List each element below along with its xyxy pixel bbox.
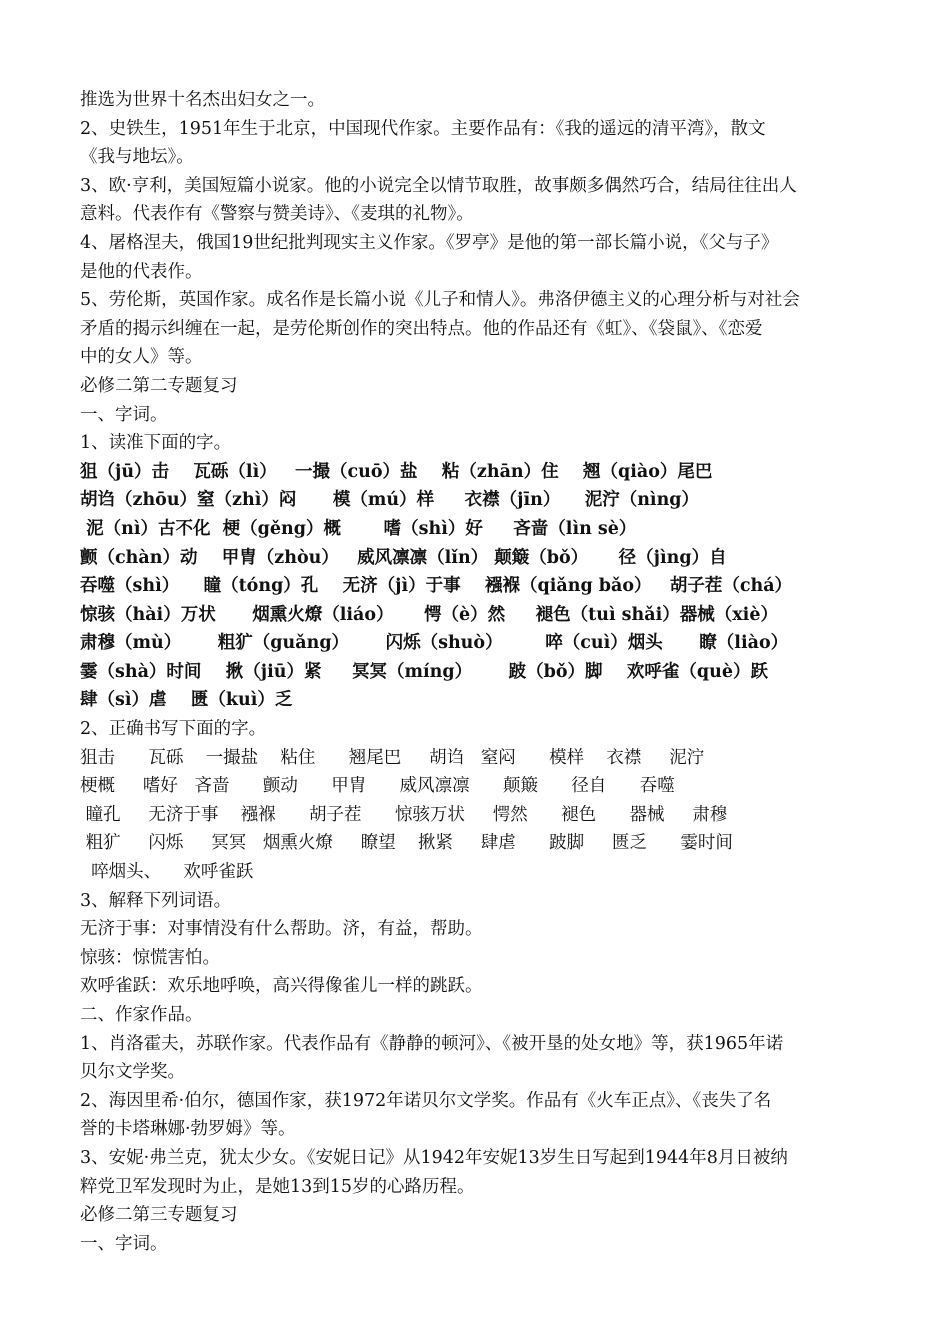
text-line: 矛盾的揭示纠缠在一起，是劳伦斯创作的突出特点。他的作品还有《虹》、《袋鼠》、《恋爱	[80, 318, 763, 339]
text-line: 欢呼雀跃：欢乐地呼唤，高兴得像雀儿一样的跳跃。	[80, 976, 483, 997]
text-line: 1、肖洛霍夫，苏联作家。代表作品有《静静的顿河》、《被开垦的处女地》等，获1965年诺	[80, 1033, 784, 1054]
text-line: 3、安妮·弗兰克，犹太少女。《安妮日记》从1942年安妮13岁生日写起到1944年8月日被纳	[80, 1147, 788, 1168]
text-line: 粹党卫军发现时为止，是她13到15岁的心路历程。	[80, 1176, 475, 1197]
text-line: 啐烟头、 欢呼雀跃	[80, 862, 254, 883]
text-line: 狙击 瓦砾 一撮盐 粘住 翘尾巴 胡诌 窒闷 模样 衣襟 泥泞	[80, 747, 705, 768]
text-line: 2、正确书写下面的字。	[80, 719, 267, 740]
text-line: 泥（nì）古不化 梗（gěng）概 嗜（shì）好 吝啬（lìn sè）	[80, 518, 637, 539]
text-line: 惊骇：惊慌害怕。	[80, 947, 220, 968]
text-line: 5、劳伦斯，英国作家。成名作是长篇小说《儿子和情人》。弗洛伊德主义的心理分析与对社会	[80, 290, 800, 311]
text-line: 意料。代表作有《警察与赞美诗》、《麦琪的礼物》。	[80, 204, 474, 225]
document-page	[80, 86, 880, 1258]
text-line: 2、海因里希·伯尔，德国作家，获1972年诺贝尔文学奖。作品有《火车正点》、《丧失了名	[80, 1090, 772, 1111]
text-line: 吞噬（shì） 瞳（tóng）孔 无济（jì）于事 襁褓（qiǎng bǎo） 胡子茬（chá）	[80, 576, 793, 597]
text-line: 3、欧·亨利，美国短篇小说家。他的小说完全以情节取胜，故事颇多偶然巧合，结局往往出人	[80, 175, 797, 196]
text-line: 一、字词。	[80, 404, 168, 425]
text-line: 誉的卡塔琳娜·勃罗姆》等。	[80, 1119, 296, 1140]
text-line: 肆（sì）虐 匮（kuì）乏	[80, 690, 293, 711]
text-line: 颤（chàn）动 甲胄（zhòu） 威风凛凛（lǐn） 颠簸（bǒ） 径（jìng）自	[80, 547, 727, 568]
text-line: 必修二第三专题复习	[80, 1205, 238, 1226]
text-line: 贝尔文学奖。	[80, 1062, 185, 1083]
text-line: 惊骇（hài）万状 烟熏火燎（liáo） 愕（è）然 褪色（tuì shǎi）器械（xiè）	[80, 604, 778, 625]
text-line: 推选为世界十名杰出妇女之一。	[80, 90, 325, 110]
text-line: 《我与地坛》。	[80, 147, 194, 168]
text-line: 瞳孔 无济于事 襁褓 胡子茬 惊骇万状 愕然 褪色 器械 肃穆	[80, 804, 728, 825]
text-line: 必修二第二专题复习	[80, 375, 238, 396]
text-line: 胡诌（zhōu）窒（zhì）闷 模（mú）样 衣襟（jīn） 泥泞（nìng）	[80, 490, 700, 511]
text-line: 一、字词。	[80, 1233, 168, 1254]
text-line: 无济于事：对事情没有什么帮助。济，有益，帮助。	[80, 919, 483, 940]
text-line: 1、读准下面的字。	[80, 433, 232, 454]
text-line: 2、史铁生，1951年生于北京，中国现代作家。主要作品有：《我的遥远的清平湾》，散文	[80, 118, 766, 139]
text-line: 梗概 嗜好 吝啬 颤动 甲胄 威风凛凛 颠簸 径自 吞噬	[80, 776, 675, 797]
text-line: 粗犷 闪烁 冥冥 烟熏火燎 瞭望 揪紧 肆虐 跛脚 匮乏 霎时间	[80, 833, 733, 854]
text-line: 中的女人》等。	[80, 347, 203, 368]
text-line: 肃穆（mù） 粗犷（guǎng） 闪烁（shuò） 啐（cuì）烟头 瞭（liào）	[80, 633, 789, 654]
text-line: 狙（jū）击 瓦砾（lì） 一撮（cuō）盐 粘（zhān）住 翘（qiào）尾巴	[80, 461, 713, 482]
text-line: 是他的代表作。	[80, 261, 203, 282]
text-line: 霎（shà）时间 揪（jiū）紧 冥冥（míng） 跛（bǒ）脚 欢呼雀（què）跃	[80, 661, 769, 682]
text-line: 二、作家作品。	[80, 1005, 203, 1025]
text-line: 3、解释下列词语。	[80, 890, 232, 911]
text-line: 4、屠格涅夫，俄国19世纪批判现实主义作家。《罗亭》是他的第一部长篇小说，《父与子》	[80, 232, 779, 253]
